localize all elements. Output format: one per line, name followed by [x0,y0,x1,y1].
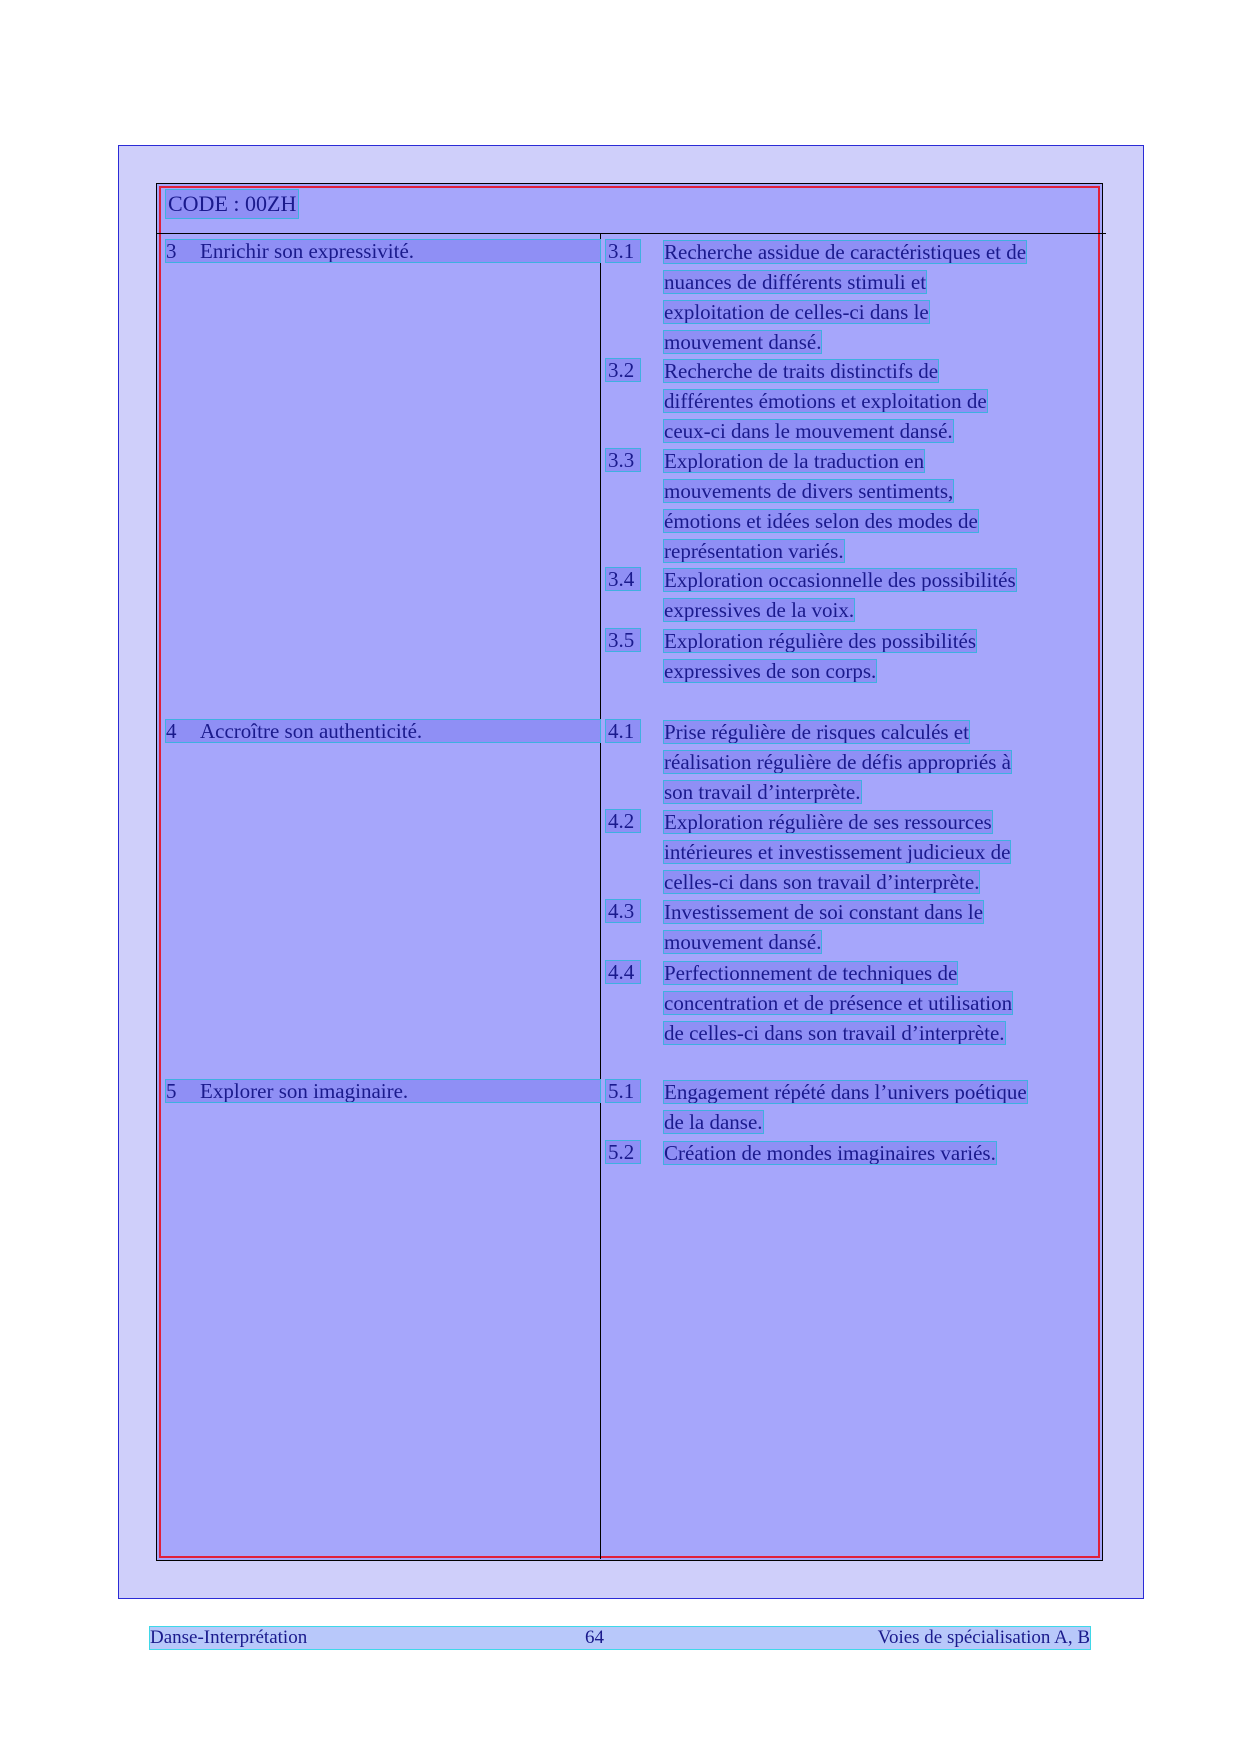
column-divider [600,234,601,1559]
code-value: 00ZH [245,191,297,216]
header-divider [156,233,1106,234]
competency-4: 4 Accroître son authenticité. [166,720,600,742]
page-footer [150,1627,1090,1649]
footer-pathways: Voies de spécialisation A, B [877,1627,1090,1648]
footer-page-number: 64 [585,1627,604,1648]
code-label: CODE : 00ZH [168,191,297,216]
competency-5: 5 Explorer son imaginaire. [166,1080,600,1102]
footer-program: Danse-Interprétation [150,1627,308,1648]
competency-3: 3 Enrichir son expressivité. [166,240,600,262]
